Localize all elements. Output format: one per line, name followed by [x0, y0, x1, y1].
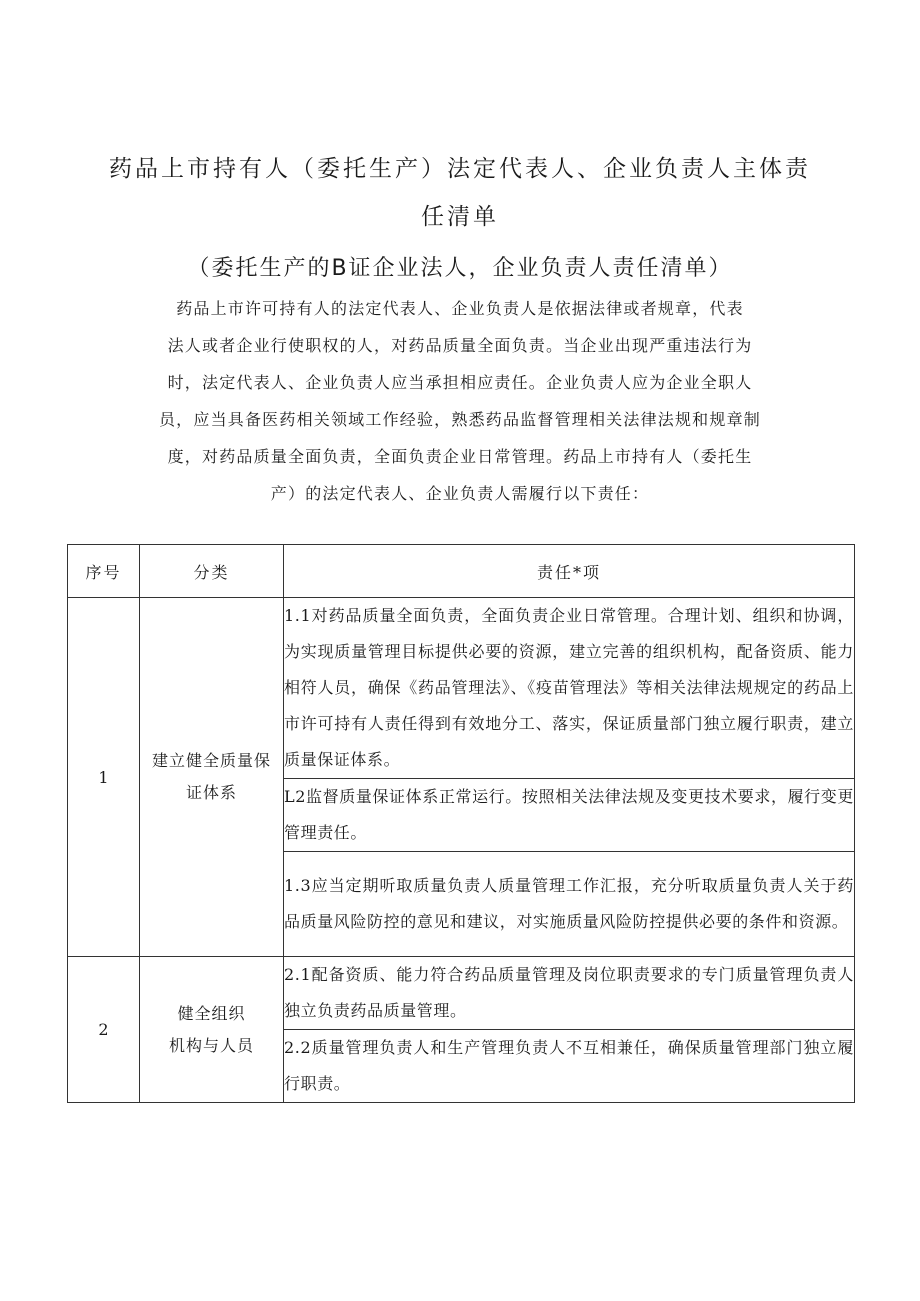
intro-paragraph	[120, 290, 800, 512]
header-serial-number: 序号	[68, 545, 140, 598]
category-line: 证体系	[185, 783, 237, 802]
table-row	[68, 957, 855, 1030]
document-title-line-2: 任清单	[421, 204, 499, 230]
intro-line: 度，对药品质量全面负责，全面负责企业日常管理。药品上市持有人（委托生	[167, 447, 753, 466]
row-serial-number: 2	[68, 957, 140, 1103]
table-header-row	[68, 545, 855, 598]
responsibility-item: L2监督质量保证体系正常运行。按照相关法律法规及变更技术要求，履行变更管理责任。	[284, 779, 855, 852]
header-responsibility-item: 责任*项	[284, 545, 855, 598]
intro-line: 药品上市许可持有人的法定代表人、企业负责人是依据法律或者规章，代表	[176, 299, 744, 318]
row-category	[140, 598, 284, 957]
header-category: 分类	[140, 545, 284, 598]
document-title-line-1: 药品上市持有人（委托生产）法定代表人、企业负责人主体责	[109, 156, 811, 182]
category-line: 建立健全质量保	[151, 751, 271, 770]
intro-line: 时，法定代表人、企业负责人应当承担相应责任。企业负责人应为企业全职人	[167, 373, 753, 392]
responsibility-item: 2.2质量管理负责人和生产管理负责人不互相兼任，确保质量管理部门独立履行职责。	[284, 1030, 855, 1103]
intro-line: 法人或者企业行使职权的人，对药品质量全面负责。当企业出现严重违法行为	[167, 336, 753, 355]
intro-line: 员，应当具备医药相关领域工作经验，熟悉药品监督管理相关法律法规和规章制	[158, 410, 761, 429]
responsibility-item: 1.1对药品质量全面负责，全面负责企业日常管理。合理计划、组织和协调，为实现质量管理目标提供必要的资源，建立完善的组织机构，配备资质、能力相符人员，确保《药品管理法》、《疫苗管理法》等相关法律法规规定的药品上市许可持有人责任得到有效地分工、落实，保证质量部门独立履行职责，建立质量保证体系。	[284, 598, 855, 779]
document-subtitle: （委托生产的B证企业法人，企业负责人责任清单）	[187, 256, 733, 281]
table-row	[68, 598, 855, 779]
category-line: 健全组织	[177, 1003, 246, 1023]
category-line: 机构与人员	[168, 1035, 254, 1055]
responsibility-item: 2.1配备资质、能力符合药品质量管理及岗位职责要求的专门质量管理负责人独立负责药品质量管理。	[284, 957, 855, 1030]
responsibility-table	[67, 544, 855, 1103]
responsibility-item: 1.3应当定期听取质量负责人质量管理工作汇报，充分听取质量负责人关于药品质量风险防控的意见和建议，对实施质量风险防控提供必要的条件和资源。	[284, 852, 855, 957]
intro-line: 产）的法定代表人、企业负责人需履行以下责任：	[270, 484, 650, 503]
row-category	[140, 957, 284, 1103]
row-serial-number: 1	[68, 598, 140, 957]
